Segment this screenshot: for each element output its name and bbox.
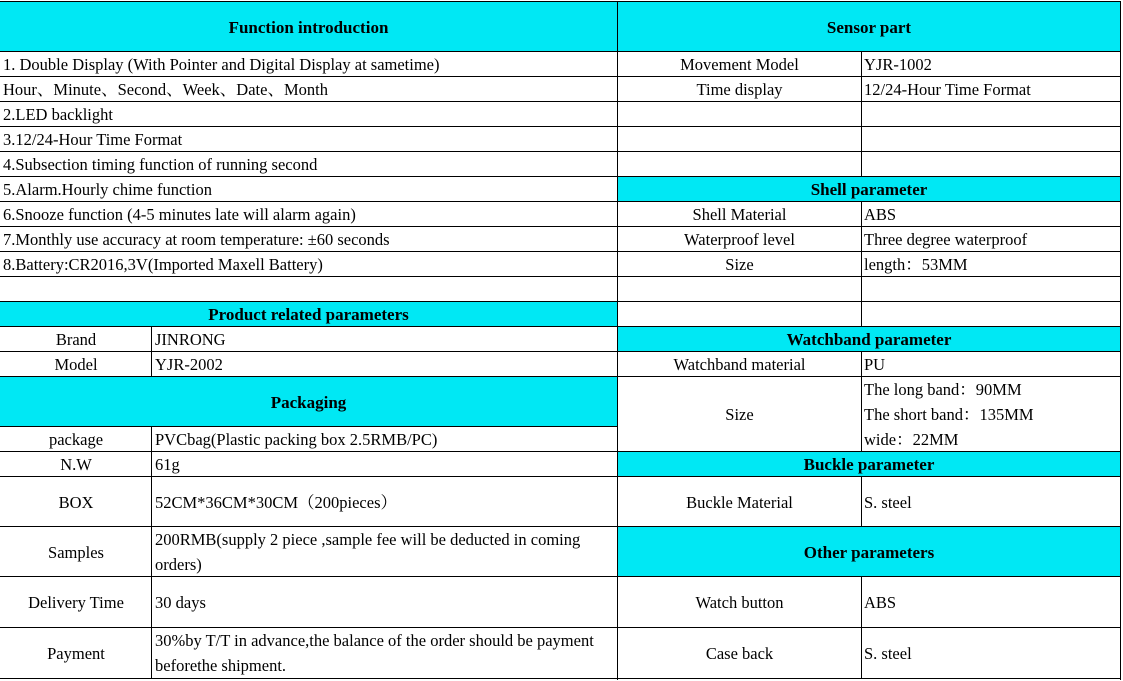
grid-line: [0, 678, 1121, 679]
watchband-label-material: Watchband material: [673, 355, 806, 374]
packaging-value-samples: 200RMB(supply 2 piece ,sample fee will be deducted in coming orders): [155, 530, 581, 574]
grid-line: [0, 51, 617, 52]
grid-line: [861, 352, 862, 452]
shell-label-size: Size: [725, 255, 754, 274]
grid-line: [617, 76, 1121, 77]
function-item: 4.Subsection timing function of running second: [3, 155, 318, 174]
other-value-watch-button: ABS: [864, 593, 897, 612]
grid-line: [0, 376, 617, 377]
grid-line: [0, 226, 617, 227]
packaging-header: Packaging: [0, 377, 617, 427]
other-params-header: Other parameters: [618, 527, 1120, 577]
function-item: 3.12/24-Hour Time Format: [3, 130, 183, 149]
grid-line: [617, 451, 1121, 452]
function-item: 1. Double Display (With Pointer and Digital Display at sametime): [3, 55, 440, 74]
function-intro-header: Function introduction: [0, 2, 617, 52]
grid-line: [0, 451, 617, 452]
packaging-label-nw: N.W: [60, 455, 92, 474]
grid-line: [617, 51, 1121, 52]
shell-value-waterproof: Three degree waterproof: [864, 230, 1028, 249]
grid-line: [0, 126, 617, 127]
watchband-size-short: The short band：135MM: [864, 405, 1034, 424]
grid-line: [0, 76, 617, 77]
grid-line: [0, 1, 1121, 2]
grid-line: [0, 276, 617, 277]
grid-line: [151, 427, 152, 679]
shell-label-material: Shell Material: [692, 205, 787, 224]
watchband-size-long: The long band：90MM: [864, 380, 1022, 399]
other-label-watch-button: Watch button: [695, 593, 784, 612]
grid-line: [0, 476, 617, 477]
grid-line: [617, 201, 1121, 202]
grid-line: [861, 202, 862, 302]
other-value-case-back: S. steel: [864, 644, 912, 663]
grid-line: [617, 176, 1121, 177]
watchband-value-material: PU: [864, 355, 886, 374]
other-label-case-back: Case back: [705, 644, 774, 663]
grid-line: [617, 351, 1121, 352]
grid-line: [0, 351, 617, 352]
product-params-header: Product related parameters: [0, 302, 617, 327]
packaging-value-delivery: 30 days: [155, 593, 206, 612]
packaging-value-package: PVCbag(Plastic packing box 2.5RMB/PC): [155, 430, 438, 449]
grid-line: [0, 301, 617, 302]
empty-row: [0, 277, 617, 302]
product-label-brand: Brand: [55, 330, 97, 349]
buckle-value-material: S. steel: [864, 492, 912, 512]
watchband-size-wide: wide：22MM: [864, 430, 959, 449]
shell-label-waterproof: Waterproof level: [684, 230, 795, 249]
grid-line: [861, 52, 862, 177]
watchband-params-header: Watchband parameter: [618, 327, 1120, 352]
grid-line: [617, 526, 1121, 527]
grid-line: [617, 627, 1121, 628]
shell-value-material: ABS: [864, 205, 897, 224]
function-item: 2.LED backlight: [3, 105, 113, 124]
buckle-params-header: Buckle parameter: [618, 452, 1120, 477]
shell-value-size: length：53MM: [864, 255, 968, 274]
shell-params-header: Shell parameter: [618, 177, 1120, 202]
packaging-value-payment: 30%by T/T in advance,the balance of the order should be payment beforethe shipment.: [155, 631, 594, 675]
sensor-label-time-display: Time display: [696, 80, 783, 99]
grid-line: [0, 426, 617, 427]
watchband-label-size: Size: [725, 405, 754, 424]
grid-line: [0, 101, 617, 102]
function-item: Hour、Minute、Second、Week、Date、Month: [3, 80, 328, 99]
sensor-part-header: Sensor part: [618, 2, 1120, 52]
grid-line: [617, 576, 1121, 577]
product-value-model: YJR-2002: [155, 355, 223, 374]
product-value-brand: JINRONG: [155, 330, 226, 349]
grid-line: [617, 276, 1121, 277]
buckle-label-material: Buckle Material: [686, 492, 793, 512]
grid-line: [0, 251, 617, 252]
grid-line: [0, 576, 617, 577]
packaging-label-box: BOX: [58, 492, 94, 512]
grid-line: [617, 301, 1121, 302]
grid-line: [617, 151, 1121, 152]
grid-line: [617, 476, 1121, 477]
function-item: 5.Alarm.Hourly chime function: [3, 180, 212, 199]
grid-line: [0, 627, 617, 628]
grid-line: [617, 376, 1121, 377]
packaging-label-package: package: [48, 430, 104, 449]
grid-line: [861, 577, 862, 679]
grid-line: [861, 302, 862, 327]
product-label-model: Model: [54, 355, 98, 374]
grid-line: [0, 201, 617, 202]
sensor-label-movement: Movement Model: [680, 55, 799, 74]
function-item: 6.Snooze function (4-5 minutes late will alarm again): [3, 205, 356, 224]
grid-line: [617, 1, 618, 680]
grid-line: [861, 477, 862, 527]
sensor-value-movement: YJR-1002: [864, 55, 932, 74]
sensor-value-time-display: 12/24-Hour Time Format: [864, 80, 1031, 99]
grid-line: [151, 327, 152, 377]
grid-line: [0, 526, 617, 527]
grid-line: [617, 226, 1121, 227]
grid-line: [617, 326, 1121, 327]
packaging-value-nw: 61g: [155, 455, 180, 474]
grid-line: [0, 151, 617, 152]
function-item: 7.Monthly use accuracy at room temperature: ±60 seconds: [3, 230, 390, 249]
grid-line: [0, 176, 617, 177]
packaging-label-delivery: Delivery Time: [28, 593, 124, 612]
grid-line: [0, 326, 617, 327]
grid-line: [1120, 1, 1121, 680]
grid-line: [617, 251, 1121, 252]
grid-line: [617, 101, 1121, 102]
packaging-label-samples: Samples: [48, 542, 104, 562]
packaging-value-box: 52CM*36CM*30CM（200pieces）: [155, 492, 398, 512]
grid-line: [617, 126, 1121, 127]
function-item: 8.Battery:CR2016,3V(Imported Maxell Battery): [3, 255, 323, 274]
packaging-label-payment: Payment: [47, 644, 105, 663]
